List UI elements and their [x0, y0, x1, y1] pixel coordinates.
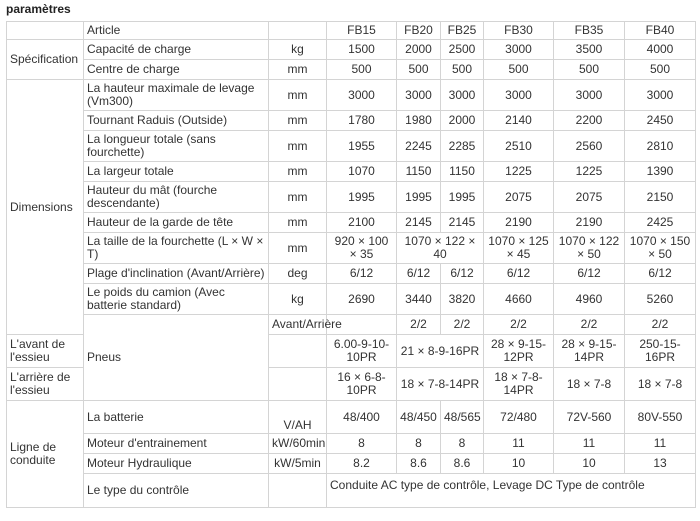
value-cell: 1995	[327, 182, 397, 213]
value-cell: 1070 × 122 × 40	[397, 233, 484, 264]
value-cell: 500	[484, 60, 554, 80]
value-cell: 3820	[441, 284, 484, 315]
row-label: Plage d'inclination (Avant/Arrière)	[84, 264, 269, 284]
unit-cell	[269, 22, 327, 40]
unit-cell: mm	[269, 162, 327, 182]
row-label: La largeur totale	[84, 162, 269, 182]
group-label-ligne: Ligne de conduite	[7, 401, 84, 508]
value-cell: 3000	[327, 80, 397, 111]
unit-cell	[269, 335, 327, 368]
value-cell: 1780	[327, 111, 397, 131]
row-label: L'avant de l'essieu	[7, 335, 84, 368]
value-cell: 48/400	[327, 401, 397, 434]
table-row-moteur-hydraulique	[7, 454, 696, 474]
value-cell: 6/12	[397, 264, 441, 284]
value-cell: 48/565	[441, 401, 484, 434]
unit-cell: V/AH	[269, 401, 327, 434]
unit-cell	[269, 368, 327, 401]
value-cell: 21 × 8-9-16PR	[397, 335, 484, 368]
value-cell: 2100	[327, 213, 397, 233]
value-cell: 13	[625, 454, 696, 474]
group-cell-empty	[7, 22, 84, 40]
unit-cell	[269, 474, 327, 508]
value-cell: 3000	[554, 80, 625, 111]
value-cell: 2450	[625, 111, 696, 131]
value-cell: 6/12	[484, 264, 554, 284]
model-header: FB20	[397, 22, 441, 40]
value-cell: 2/2	[397, 315, 441, 335]
control-type-value: Conduite AC type de contrôle, Levage DC Type de contrôle	[327, 474, 696, 508]
value-cell: 80V-550	[625, 401, 696, 434]
unit-cell: mm	[269, 182, 327, 213]
table-row-centre	[7, 60, 696, 80]
row-label: La batterie	[84, 401, 269, 434]
unit-cell: kW/5min	[269, 454, 327, 474]
value-cell: 2/2	[625, 315, 696, 335]
value-cell: 6.00-9-10-10PR	[327, 335, 397, 368]
value-cell: 72/480	[484, 401, 554, 434]
value-cell: 2/2	[484, 315, 554, 335]
value-cell: 1225	[484, 162, 554, 182]
value-cell: 2145	[441, 213, 484, 233]
row-label: Hauteur de la garde de tête	[84, 213, 269, 233]
value-cell: 2425	[625, 213, 696, 233]
value-cell: 1500	[327, 40, 397, 60]
model-header: FB40	[625, 22, 696, 40]
value-cell: 18 × 7-8	[625, 368, 696, 401]
table-row-hauteur-mat	[7, 182, 696, 213]
table-row-largeur	[7, 162, 696, 182]
value-cell: 1225	[554, 162, 625, 182]
value-cell: 1955	[327, 131, 397, 162]
value-cell: 48/450	[397, 401, 441, 434]
value-cell: 11	[484, 434, 554, 454]
specifications-table	[6, 21, 696, 508]
value-cell: 500	[625, 60, 696, 80]
value-cell: 10	[484, 454, 554, 474]
row-label: Centre de charge	[84, 60, 269, 80]
value-cell: 920 × 100 × 35	[327, 233, 397, 264]
value-cell: 11	[625, 434, 696, 454]
value-cell: 8	[397, 434, 441, 454]
value-cell: 2500	[441, 40, 484, 60]
value-cell: 1390	[625, 162, 696, 182]
value-cell: 2810	[625, 131, 696, 162]
table-row-hauteur-levage	[7, 80, 696, 111]
row-label: Avant/Arrière	[269, 315, 327, 335]
value-cell: 2200	[554, 111, 625, 131]
table-row-batterie	[7, 401, 696, 434]
value-cell: 500	[327, 60, 397, 80]
value-cell: 4660	[484, 284, 554, 315]
row-label: Hauteur du mât (fourche descendante)	[84, 182, 269, 213]
model-header: FB25	[441, 22, 484, 40]
value-cell: 500	[554, 60, 625, 80]
row-label: Le type du contrôle	[84, 474, 269, 508]
table-row-fourchette	[7, 233, 696, 264]
row-label: La longueur totale (sans fourchette)	[84, 131, 269, 162]
value-cell: 8.6	[441, 454, 484, 474]
value-cell: 1070	[327, 162, 397, 182]
table-row-avant-arriere	[7, 315, 696, 335]
value-cell: 2150	[625, 182, 696, 213]
value-cell: 2560	[554, 131, 625, 162]
value-cell: 11	[554, 434, 625, 454]
value-cell: 4960	[554, 284, 625, 315]
value-cell: 8.2	[327, 454, 397, 474]
value-cell: 1995	[441, 182, 484, 213]
value-cell: 2285	[441, 131, 484, 162]
unit-cell: mm	[269, 80, 327, 111]
row-label: La taille de la fourchette (L × W × T)	[84, 233, 269, 264]
value-cell: 8	[441, 434, 484, 454]
row-label: La hauteur maximale de levage (Vm300)	[84, 80, 269, 111]
unit-cell: kg	[269, 284, 327, 315]
group-label-pneus: Pneus	[84, 315, 269, 401]
value-cell: 2075	[554, 182, 625, 213]
table-row-tournant	[7, 111, 696, 131]
value-cell: 72V-560	[554, 401, 625, 434]
value-cell: 2075	[484, 182, 554, 213]
unit-cell: mm	[269, 213, 327, 233]
row-label: Tournant Raduis (Outside)	[84, 111, 269, 131]
table-row-longueur	[7, 131, 696, 162]
value-cell: 3000	[441, 80, 484, 111]
unit-cell: mm	[269, 233, 327, 264]
unit-cell: kg	[269, 40, 327, 60]
value-cell: 1980	[397, 111, 441, 131]
value-cell: 18 × 7-8-14PR	[484, 368, 554, 401]
value-cell: 2/2	[554, 315, 625, 335]
value-cell: 2145	[397, 213, 441, 233]
value-cell: 500	[397, 60, 441, 80]
table-row-inclination	[7, 264, 696, 284]
group-label-specification: Spécification	[7, 40, 84, 80]
value-cell: 16 × 6-8-10PR	[327, 368, 397, 401]
value-cell: 28 × 9-15-14PR	[554, 335, 625, 368]
row-label: Capacité de charge	[84, 40, 269, 60]
unit-cell: mm	[269, 60, 327, 80]
value-cell: 2190	[554, 213, 625, 233]
table-row-controle	[7, 474, 696, 508]
table-row-moteur-entrainement	[7, 434, 696, 454]
table-row-garde	[7, 213, 696, 233]
value-cell: 2245	[397, 131, 441, 162]
value-cell: 1070 × 122 × 50	[554, 233, 625, 264]
value-cell: 2510	[484, 131, 554, 162]
group-label-dimensions: Dimensions	[7, 80, 84, 335]
unit-cell: mm	[269, 111, 327, 131]
page-title: paramètres	[6, 2, 71, 16]
value-cell: 6/12	[554, 264, 625, 284]
row-label: Moteur d'entrainement	[84, 434, 269, 454]
value-cell: 2000	[441, 111, 484, 131]
value-cell: 18 × 7-8	[554, 368, 625, 401]
model-header: FB30	[484, 22, 554, 40]
value-cell: 1995	[397, 182, 441, 213]
row-label: L'arrière de l'essieu	[7, 368, 84, 401]
value-cell: 18 × 7-8-14PR	[397, 368, 484, 401]
table-row-capacite	[7, 40, 696, 60]
value-cell: 3500	[554, 40, 625, 60]
row-label-article: Article	[84, 22, 269, 40]
value-cell: 2/2	[441, 315, 484, 335]
value-cell: 3000	[397, 80, 441, 111]
value-cell: 4000	[625, 40, 696, 60]
row-label: Le poids du camion (Avec batterie standard)	[84, 284, 269, 315]
value-cell: 10	[554, 454, 625, 474]
table-row-article	[7, 22, 696, 40]
unit-cell: deg	[269, 264, 327, 284]
value-cell: 1150	[441, 162, 484, 182]
model-header: FB35	[554, 22, 625, 40]
value-cell: 3440	[397, 284, 441, 315]
row-label: Moteur Hydraulique	[84, 454, 269, 474]
value-cell: 2000	[397, 40, 441, 60]
value-cell: 3000	[484, 40, 554, 60]
value-cell: 1150	[397, 162, 441, 182]
unit-cell: kW/60min	[269, 434, 327, 454]
value-cell: 28 × 9-15-12PR	[484, 335, 554, 368]
value-cell: 250-15-16PR	[625, 335, 696, 368]
value-cell: 8.6	[397, 454, 441, 474]
value-cell: 500	[441, 60, 484, 80]
value-cell: 2140	[484, 111, 554, 131]
value-cell: 6/12	[441, 264, 484, 284]
unit-cell: mm	[269, 131, 327, 162]
value-cell: 3000	[484, 80, 554, 111]
value-cell: 1070 × 150 × 50	[625, 233, 696, 264]
value-cell: 8	[327, 434, 397, 454]
value-cell: 3000	[625, 80, 696, 111]
value-cell: 2190	[484, 213, 554, 233]
value-cell: 1070 × 125 × 45	[484, 233, 554, 264]
value-cell: 6/12	[327, 264, 397, 284]
model-header: FB15	[327, 22, 397, 40]
value-cell: 5260	[625, 284, 696, 315]
value-cell: 6/12	[625, 264, 696, 284]
value-cell: 2690	[327, 284, 397, 315]
table-row-poids	[7, 284, 696, 315]
